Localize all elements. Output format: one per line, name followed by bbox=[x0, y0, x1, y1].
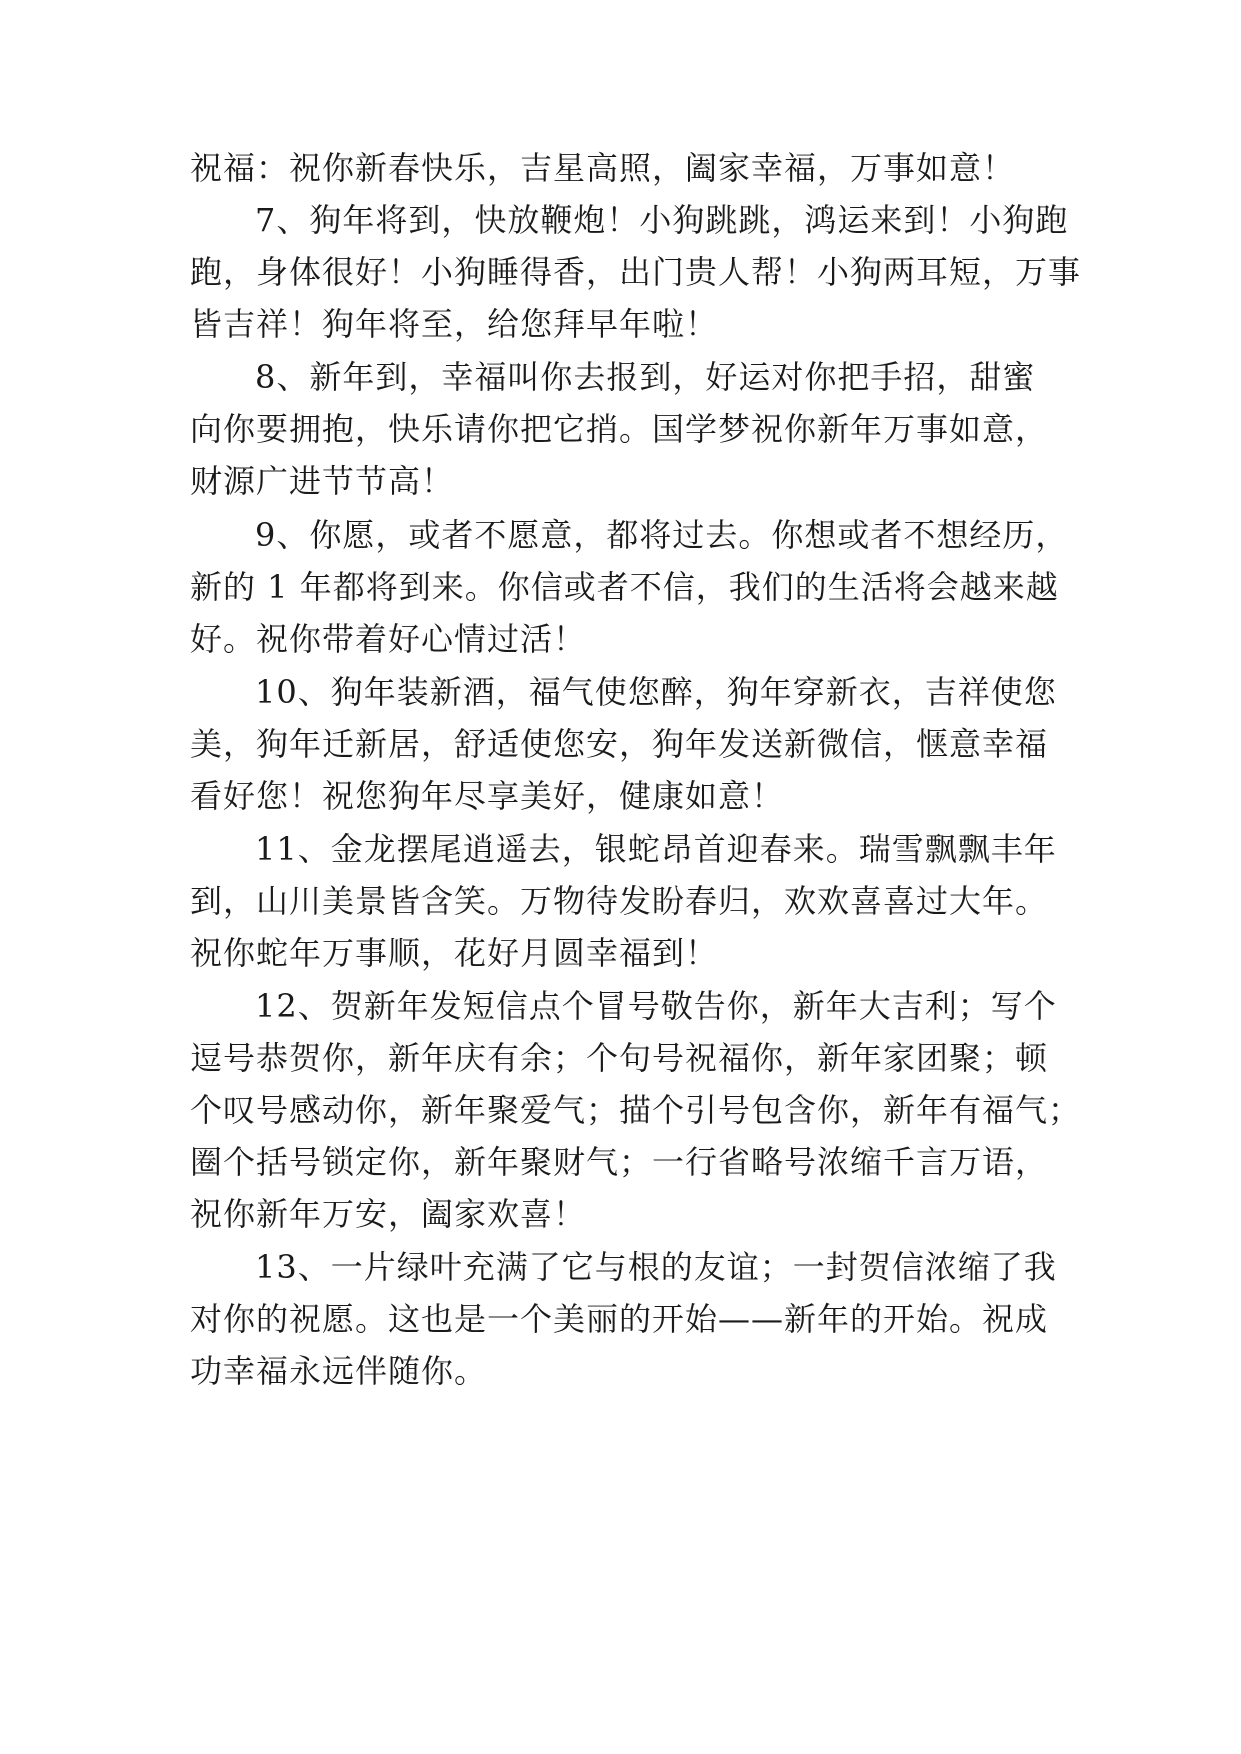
text-line: 跑，身体很好！小狗睡得香，出门贵人帮！小狗两耳短，万事 bbox=[190, 253, 1082, 291]
text-line: 功幸福永远伴随你。 bbox=[190, 1352, 488, 1390]
text-line: 财源广进节节高！ bbox=[190, 462, 455, 500]
text-line: 美，狗年迁新居，舒适使您安，狗年发送新微信，惬意幸福 bbox=[190, 725, 1049, 763]
paragraph-12-line-1: 12、贺新年发短信点个冒号敬告你，新年大吉利；写个 bbox=[255, 987, 1057, 1025]
paragraph-13-line-1: 13、一片绿叶充满了它与根的友谊；一封贺信浓缩了我 bbox=[255, 1248, 1057, 1286]
paragraph-11-line-1: 11、金龙摆尾逍遥去，银蛇昂首迎春来。瑞雪飘飘丰年 bbox=[255, 830, 1057, 868]
text-line: 祝你新年万安，阖家欢喜！ bbox=[190, 1195, 587, 1233]
text-line: 祝福：祝你新春快乐，吉星高照，阖家幸福，万事如意！ bbox=[190, 149, 1016, 187]
text-line: 到，山川美景皆含笑。万物待发盼春归，欢欢喜喜过大年。 bbox=[190, 882, 1049, 920]
text-line: 祝你蛇年万事顺，花好月圆幸福到！ bbox=[190, 934, 719, 972]
text-line: 个叹号感动你，新年聚爱气；描个引号包含你，新年有福气； bbox=[190, 1091, 1082, 1129]
text-line: 看好您！祝您狗年尽享美好，健康如意！ bbox=[190, 777, 785, 815]
text-line: 圈个括号锁定你，新年聚财气；一行省略号浓缩千言万语， bbox=[190, 1143, 1049, 1181]
paragraph-8-line-1: 8、新年到，幸福叫你去报到，好运对你把手招，甜蜜 bbox=[255, 358, 1036, 396]
text-line: 皆吉祥！狗年将至，给您拜早年啦！ bbox=[190, 305, 719, 343]
text-line: 逗号恭贺你，新年庆有余；个句号祝福你，新年家团聚；顿 bbox=[190, 1039, 1049, 1077]
text-line: 向你要拥抱，快乐请你把它捎。国学梦祝你新年万事如意， bbox=[190, 410, 1049, 448]
text-line: 新的 1 年都将到来。你信或者不信，我们的生活将会越来越 bbox=[190, 568, 1059, 606]
text-line: 对你的祝愿。这也是一个美丽的开始——新年的开始。祝成 bbox=[190, 1300, 1049, 1338]
paragraph-10-line-1: 10、狗年装新酒，福气使您醉，狗年穿新衣，吉祥使您 bbox=[255, 673, 1057, 711]
text-line: 好。祝你带着好心情过活！ bbox=[190, 620, 587, 658]
paragraph-9-line-1: 9、你愿，或者不愿意，都将过去。你想或者不想经历， bbox=[255, 516, 1069, 554]
paragraph-7-line-1: 7、狗年将到，快放鞭炮！小狗跳跳，鸿运来到！小狗跑 bbox=[255, 201, 1069, 239]
